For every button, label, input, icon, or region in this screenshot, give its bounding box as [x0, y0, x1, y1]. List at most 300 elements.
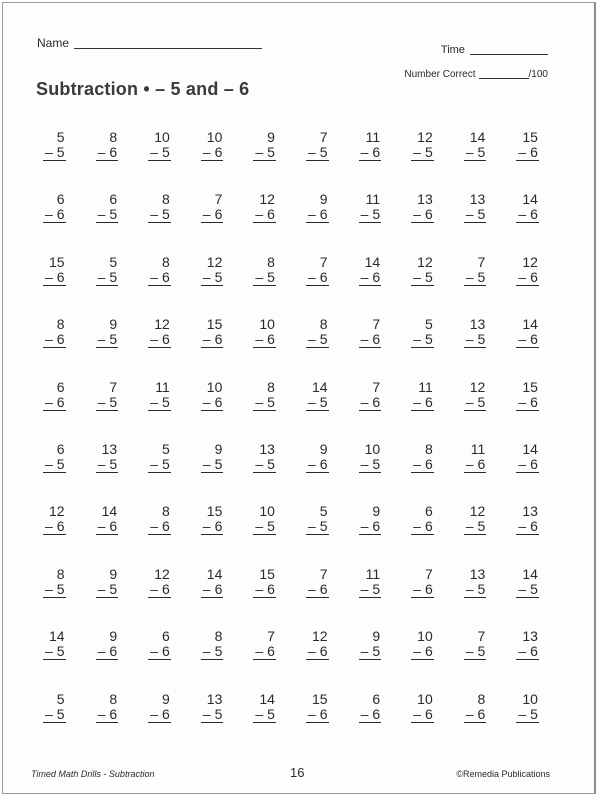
minuend: 15 [206, 503, 223, 520]
subtraction-problem [76, 130, 129, 192]
subtrahend-row [516, 707, 539, 723]
subtrahend: 5 [372, 455, 381, 472]
subtraction-problem [391, 380, 444, 442]
subtrahend: 5 [477, 268, 486, 285]
minus-sign: – [150, 580, 158, 597]
minuend: 6 [109, 191, 118, 208]
minus-sign: – [360, 705, 369, 722]
subtrahend: 5 [214, 455, 223, 472]
minus-sign: – [465, 144, 474, 160]
subtraction-problem [339, 192, 392, 254]
minus-sign: – [255, 331, 264, 348]
minuend: 13 [469, 191, 486, 208]
subtrahend-row [411, 457, 434, 473]
subtraction-problem [233, 567, 286, 629]
minus-sign: – [97, 643, 106, 660]
minus-sign: – [413, 268, 421, 285]
minus-sign: – [307, 331, 316, 348]
subtrahend: 6 [319, 206, 328, 223]
minuend: 11 [155, 378, 170, 395]
subtrahend-row [411, 519, 434, 535]
subtrahend: 5 [477, 206, 486, 223]
subtrahend: 5 [109, 268, 118, 285]
subtrahend: 6 [214, 144, 223, 160]
subtrahend: 6 [267, 643, 275, 660]
subtrahend: 6 [372, 144, 381, 160]
minus-sign: – [97, 268, 106, 285]
minus-sign: – [45, 206, 53, 223]
minus-sign: – [45, 643, 53, 660]
subtrahend: 6 [372, 393, 381, 410]
minus-sign: – [202, 268, 211, 285]
minuend: 11 [365, 191, 381, 208]
subtrahend: 5 [109, 206, 118, 223]
subtrahend: 6 [109, 643, 118, 660]
subtrahend: 5 [161, 393, 170, 410]
subtrahend-row [253, 519, 276, 535]
minus-sign: – [307, 393, 316, 410]
subtrahend: 6 [530, 455, 538, 472]
subtraction-problem [286, 380, 339, 442]
subtrahend-row [201, 395, 224, 411]
subtraction-problem [444, 504, 497, 566]
subtrahend: 6 [530, 331, 538, 348]
minuend: 7 [319, 565, 328, 582]
minus-sign: – [518, 268, 527, 285]
minus-sign: – [307, 643, 316, 660]
minuend: 14 [311, 378, 328, 395]
subtrahend-row [253, 395, 276, 411]
subtrahend-row [464, 395, 487, 411]
subtrahend: 6 [161, 518, 170, 535]
subtrahend-row [306, 207, 329, 223]
subtraction-problem [286, 567, 339, 629]
subtraction-problem [128, 567, 181, 629]
subtraction-problem [496, 504, 549, 566]
subtrahend-row [96, 207, 119, 223]
subtrahend: 5 [424, 268, 433, 285]
subtraction-problem [76, 317, 129, 379]
minus-sign: – [202, 206, 211, 223]
subtrahend-row [201, 145, 224, 161]
minus-sign: – [150, 455, 158, 472]
minus-sign: – [150, 705, 158, 722]
minus-sign: – [150, 268, 158, 285]
minus-sign: – [518, 580, 527, 597]
minuend: 5 [56, 690, 65, 707]
subtrahend: 6 [267, 580, 275, 597]
subtraction-problem [23, 504, 76, 566]
subtraction-problem [339, 317, 392, 379]
minus-sign: – [202, 518, 211, 535]
subtrahend: 6 [56, 206, 65, 223]
minus-sign: – [45, 518, 53, 535]
subtrahend: 5 [161, 206, 170, 223]
subtraction-problem [286, 192, 339, 254]
subtraction-problem [391, 629, 444, 691]
subtraction-problem [128, 692, 181, 754]
minuend: 11 [365, 565, 381, 582]
subtrahend-row [464, 582, 487, 598]
minus-sign: – [150, 393, 158, 410]
minus-sign: – [413, 455, 421, 472]
footer-book-title: Timed Math Drills - Subtraction [31, 769, 155, 779]
subtrahend: 6 [530, 393, 538, 410]
subtrahend: 5 [56, 455, 65, 472]
minus-sign: – [255, 268, 264, 285]
subtraction-problem [233, 504, 286, 566]
minus-sign: – [413, 705, 421, 722]
subtrahend: 5 [372, 580, 381, 597]
minus-sign: – [465, 393, 474, 410]
subtraction-problem [339, 692, 392, 754]
minuend: 11 [470, 440, 486, 457]
minuend: 12 [49, 503, 65, 520]
subtrahend-row [96, 519, 119, 535]
subtrahend: 5 [267, 455, 275, 472]
subtrahend-row [253, 332, 276, 348]
subtrahend-row [516, 519, 539, 535]
subtraction-problem [23, 130, 76, 192]
subtrahend-row [253, 582, 276, 598]
minuend: 8 [109, 690, 118, 707]
subtraction-problem [181, 255, 234, 317]
subtrahend: 5 [267, 268, 275, 285]
subtrahend-row [148, 207, 171, 223]
subtraction-problem [339, 629, 392, 691]
subtrahend-row [359, 582, 382, 598]
minus-sign: – [45, 268, 53, 285]
minuend: 15 [49, 253, 65, 270]
subtrahend-row [306, 270, 329, 286]
subtraction-problem [496, 317, 549, 379]
subtraction-problem [444, 317, 497, 379]
subtraction-problem [444, 692, 497, 754]
subtrahend-row [411, 145, 434, 161]
minuend: 12 [311, 628, 328, 645]
minuend: 13 [259, 440, 275, 457]
minuend: 6 [424, 503, 433, 520]
minus-sign: – [150, 518, 158, 535]
subtrahend: 6 [214, 580, 223, 597]
subtrahend-row [43, 519, 66, 535]
subtraction-problem [233, 442, 286, 504]
subtrahend-row [516, 145, 539, 161]
minus-sign: – [45, 144, 53, 160]
subtrahend: 6 [372, 268, 381, 285]
minuend: 14 [522, 316, 538, 333]
subtraction-problem [339, 130, 392, 192]
subtraction-problem [444, 255, 497, 317]
minuend: 7 [109, 378, 118, 395]
subtraction-problem [233, 317, 286, 379]
time-row [441, 44, 548, 56]
subtrahend-row [43, 145, 66, 161]
subtrahend-row [201, 582, 224, 598]
subtrahend: 6 [319, 643, 328, 660]
subtrahend-row [516, 207, 539, 223]
minus-sign: – [465, 455, 474, 472]
subtraction-problem [339, 504, 392, 566]
subtrahend: 5 [267, 144, 275, 160]
subtrahend-row [43, 332, 66, 348]
subtraction-problem [23, 442, 76, 504]
subtrahend-row [201, 332, 224, 348]
minuend: 6 [161, 628, 170, 645]
minus-sign: – [518, 455, 527, 472]
subtrahend-row [148, 145, 171, 161]
subtrahend: 5 [214, 643, 223, 660]
subtraction-problem [391, 317, 444, 379]
minus-sign: – [202, 144, 211, 160]
subtrahend-row [96, 332, 119, 348]
subtrahend-row [96, 707, 119, 723]
subtrahend: 5 [319, 393, 328, 410]
subtraction-problem [391, 192, 444, 254]
subtrahend: 6 [319, 705, 328, 722]
subtraction-problem [233, 380, 286, 442]
subtraction-problem [128, 255, 181, 317]
subtrahend-row [96, 457, 119, 473]
subtrahend: 6 [161, 331, 170, 348]
subtraction-problem [128, 192, 181, 254]
subtrahend: 6 [424, 518, 433, 535]
minuend: 6 [372, 690, 381, 707]
minuend: 14 [49, 628, 65, 645]
subtraction-problem [23, 629, 76, 691]
subtraction-problem [496, 567, 549, 629]
subtrahend-row [411, 707, 434, 723]
subtrahend-row [253, 145, 276, 161]
minuend: 9 [109, 565, 118, 582]
subtraction-problem [496, 629, 549, 691]
subtraction-problem [23, 692, 76, 754]
minus-sign: – [202, 331, 211, 348]
subtrahend: 6 [424, 393, 433, 410]
subtrahend: 5 [161, 144, 170, 160]
subtraction-problem [496, 130, 549, 192]
subtrahend: 5 [530, 705, 538, 722]
minus-sign: – [202, 455, 211, 472]
minuend: 14 [469, 129, 486, 145]
subtrahend: 6 [109, 144, 118, 160]
subtraction-problem [76, 567, 129, 629]
subtrahend-row [359, 145, 382, 161]
subtrahend: 6 [477, 455, 486, 472]
subtrahend-row [464, 270, 487, 286]
minus-sign: – [465, 705, 474, 722]
minus-sign: – [413, 393, 421, 410]
minuend: 12 [206, 253, 223, 270]
subtraction-problem [23, 380, 76, 442]
minus-sign: – [45, 331, 53, 348]
subtrahend: 5 [109, 580, 118, 597]
minus-sign: – [255, 144, 264, 160]
subtraction-problem [391, 567, 444, 629]
subtrahend-row [516, 582, 539, 598]
subtrahend: 5 [530, 580, 538, 597]
subtrahend-row [464, 332, 487, 348]
subtrahend-row [201, 707, 224, 723]
minus-sign: – [360, 331, 369, 348]
minus-sign: – [413, 580, 421, 597]
subtrahend: 5 [161, 455, 170, 472]
subtrahend-row [96, 644, 119, 660]
subtraction-problem [76, 692, 129, 754]
page-title: Subtraction • – 5 and – 6 [36, 79, 250, 99]
minuend: 12 [522, 253, 538, 270]
subtrahend-row [359, 644, 382, 660]
subtrahend-row [306, 582, 329, 598]
subtraction-problem [181, 692, 234, 754]
subtraction-problem [233, 629, 286, 691]
minuend: 9 [109, 316, 118, 333]
minuend: 8 [109, 129, 118, 145]
subtrahend-row [43, 270, 66, 286]
minus-sign: – [45, 705, 53, 722]
minus-sign: – [518, 331, 527, 348]
subtrahend-row [411, 332, 434, 348]
subtrahend-row [306, 145, 329, 161]
name-row [37, 36, 262, 50]
minuend: 12 [417, 129, 433, 145]
minuend: 9 [372, 628, 381, 645]
subtrahend: 5 [372, 643, 381, 660]
minuend: 8 [267, 378, 275, 395]
minus-sign: – [97, 518, 106, 535]
subtraction-problem [391, 255, 444, 317]
minuend: 14 [259, 690, 275, 707]
subtrahend: 6 [477, 705, 486, 722]
minuend: 10 [417, 690, 433, 707]
subtraction-problem [128, 380, 181, 442]
subtrahend: 6 [214, 393, 223, 410]
minus-sign: – [360, 144, 369, 160]
subtraction-problem [76, 380, 129, 442]
subtraction-problem [391, 442, 444, 504]
minus-sign: – [413, 206, 421, 223]
minuend: 9 [372, 503, 381, 520]
minus-sign: – [413, 144, 421, 160]
score-suffix: /100 [528, 69, 548, 80]
subtraction-problem [23, 255, 76, 317]
minuend: 12 [469, 378, 486, 395]
subtrahend: 6 [214, 206, 223, 223]
subtrahend-row [253, 270, 276, 286]
subtraction-problem [181, 130, 234, 192]
subtraction-problem [233, 692, 286, 754]
minus-sign: – [150, 331, 158, 348]
minuend: 8 [56, 316, 65, 333]
subtrahend: 5 [477, 518, 486, 535]
subtraction-problem [444, 629, 497, 691]
subtraction-problem [181, 442, 234, 504]
subtrahend: 5 [319, 144, 328, 160]
minus-sign: – [413, 518, 421, 535]
subtrahend: 5 [109, 331, 118, 348]
subtrahend: 6 [109, 518, 118, 535]
subtraction-problem [444, 130, 497, 192]
minuend: 10 [259, 503, 275, 520]
subtraction-problem [391, 692, 444, 754]
subtrahend: 6 [424, 580, 433, 597]
minuend: 7 [319, 253, 328, 270]
minuend: 15 [311, 690, 328, 707]
minuend: 6 [56, 378, 65, 395]
minus-sign: – [97, 580, 106, 597]
subtrahend-row [253, 707, 276, 723]
subtraction-problem [339, 567, 392, 629]
subtrahend-row [43, 395, 66, 411]
subtrahend: 6 [424, 206, 433, 223]
minuend: 12 [469, 503, 486, 520]
subtraction-problem [233, 130, 286, 192]
subtrahend-row [201, 207, 224, 223]
minuend: 11 [418, 378, 433, 395]
minus-sign: – [518, 643, 527, 660]
minus-sign: – [413, 643, 421, 660]
subtrahend-row [96, 270, 119, 286]
minuend: 13 [417, 191, 433, 208]
subtrahend-row [464, 644, 487, 660]
minus-sign: – [413, 331, 421, 348]
minuend: 10 [522, 690, 538, 707]
minus-sign: – [97, 331, 106, 348]
minus-sign: – [202, 393, 211, 410]
subtrahend-row [148, 270, 171, 286]
subtrahend-row [253, 644, 276, 660]
subtrahend: 6 [319, 268, 328, 285]
subtraction-problem [76, 192, 129, 254]
subtraction-problem [128, 629, 181, 691]
minuend: 12 [154, 565, 170, 582]
minus-sign: – [518, 144, 527, 160]
subtrahend-row [148, 395, 171, 411]
minuend: 7 [372, 316, 381, 333]
subtrahend-row [464, 207, 487, 223]
minus-sign: – [307, 455, 316, 472]
subtrahend-row [43, 207, 66, 223]
score-line [479, 69, 529, 79]
subtraction-problem [23, 567, 76, 629]
minus-sign: – [150, 144, 158, 160]
minus-sign: – [518, 206, 527, 223]
minus-sign: – [360, 393, 369, 410]
subtrahend-row [96, 582, 119, 598]
subtrahend: 6 [161, 580, 170, 597]
subtrahend-row [411, 207, 434, 223]
subtraction-problem [496, 255, 549, 317]
minuend: 7 [214, 191, 223, 208]
minuend: 7 [372, 378, 381, 395]
subtrahend-row [43, 644, 66, 660]
subtraction-problem [181, 567, 234, 629]
subtrahend: 6 [214, 518, 223, 535]
minuend: 9 [214, 440, 223, 457]
subtrahend: 6 [319, 455, 328, 472]
minus-sign: – [465, 518, 474, 535]
subtrahend-row [359, 395, 382, 411]
minuend: 13 [469, 316, 486, 333]
subtrahend: 5 [424, 331, 433, 348]
minus-sign: – [97, 455, 106, 472]
minuend: 14 [522, 565, 538, 582]
minus-sign: – [518, 393, 527, 410]
subtrahend: 6 [319, 580, 328, 597]
minuend: 13 [522, 503, 538, 520]
subtrahend: 6 [267, 331, 275, 348]
subtrahend-row [306, 519, 329, 535]
